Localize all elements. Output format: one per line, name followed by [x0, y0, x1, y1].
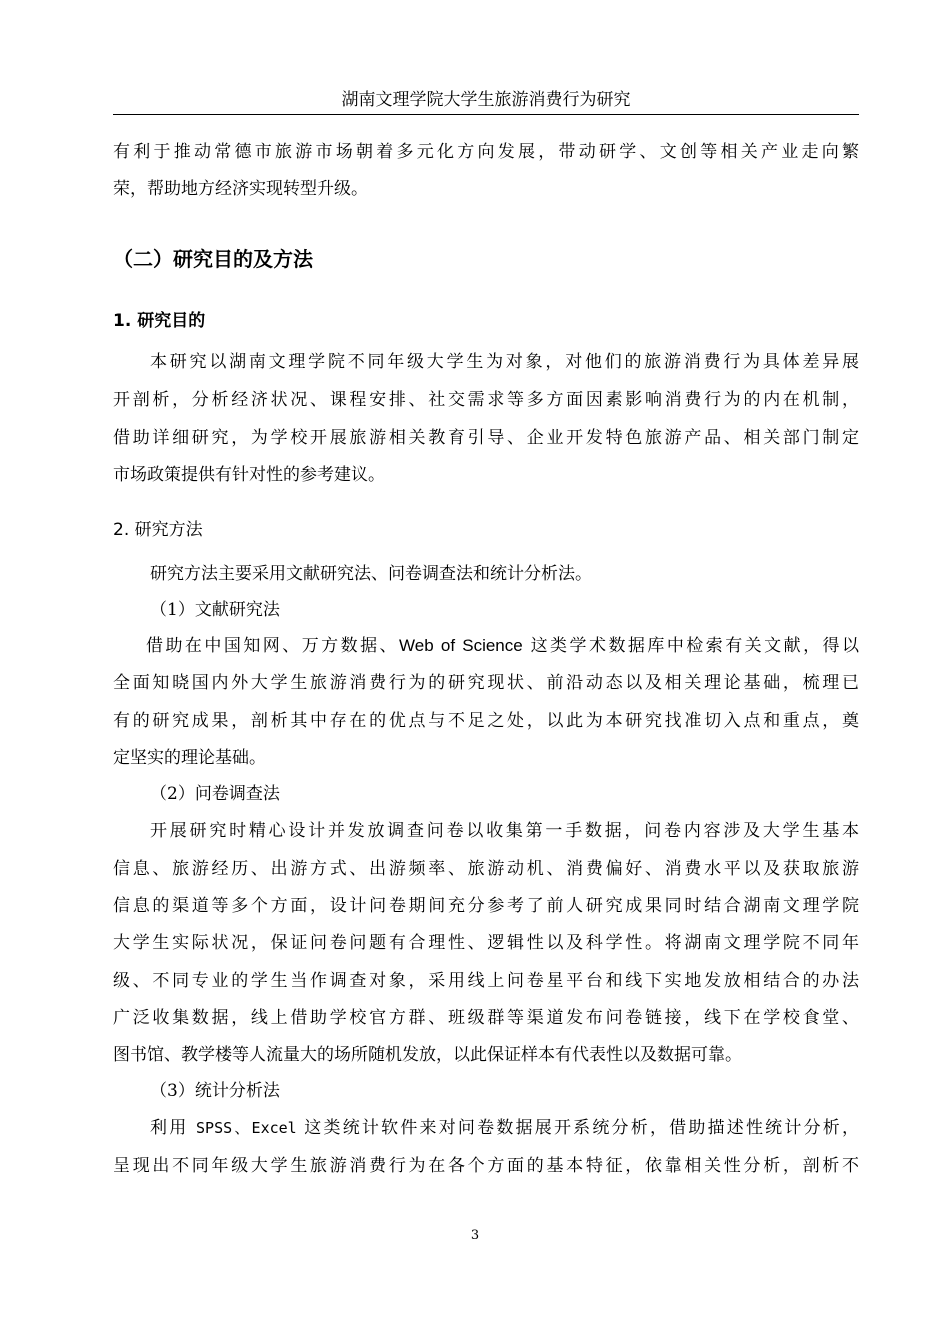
methods-intro: 研究方法主要采用文献研究法、问卷调查法和统计分析法。 — [150, 564, 592, 584]
running-header: 湖南文理学院大学生旅游消费行为研究 — [341, 90, 631, 110]
purpose-heading: 1. 研究目的 — [113, 311, 206, 331]
method-2-title: （2）问卷调查法 — [150, 784, 280, 804]
purpose-line-4: 市场政策提供有针对性的参考建议。 — [113, 465, 385, 485]
page-number: 3 — [470, 1228, 480, 1243]
intro-line-1: 有利于推动常德市旅游市场朝着多元化方向发展，带动研学、文创等相关产业走向繁 — [113, 142, 859, 162]
intro-line-2: 荣，帮助地方经济实现转型升级。 — [113, 179, 368, 199]
method-3-line-1: 利用 SPSS、Excel 这类统计软件来对问卷数据展开系统分析，借助描述性统计分析， — [150, 1118, 859, 1138]
method-1-line-4: 定坚实的理论基础。 — [113, 748, 266, 768]
method-1-title: （1）文献研究法 — [150, 600, 280, 620]
purpose-line-3: 借助详细研究，为学校开展旅游相关教育引导、企业开发特色旅游产品、相关部门制定 — [113, 428, 859, 448]
purpose-line-2: 开剖析，分析经济状况、课程安排、社交需求等多方面因素影响消费行为的内在机制， — [113, 390, 859, 410]
method-1-line-2: 全面知晓国内外大学生旅游消费行为的研究现状、前沿动态以及相关理论基础，梳理已 — [113, 673, 859, 693]
method-2-line-2: 信息、旅游经历、出游方式、出游频率、旅游动机、消费偏好、消费水平以及获取旅游 — [113, 859, 859, 879]
method-3-title: （3）统计分析法 — [150, 1081, 280, 1101]
method-2-line-7: 图书馆、教学楼等人流量大的场所随机发放，以此保证样本有代表性以及数据可靠。 — [113, 1045, 742, 1065]
section-title: （二）研究目的及方法 — [113, 247, 313, 271]
method-1-line-1: 借助在中国知网、万方数据、Web of Science 这类学术数据库中检索有关文献，得以 — [146, 636, 859, 656]
method-2-line-5: 级、不同专业的学生当作调查对象，采用线上问卷星平台和线下实地发放相结合的办法 — [113, 971, 859, 991]
method-2-line-6: 广泛收集数据，线上借助学校官方群、班级群等渠道发布问卷链接，线下在学校食堂、 — [113, 1008, 859, 1028]
header-rule — [113, 114, 859, 115]
method-2-line-1: 开展研究时精心设计并发放调查问卷以收集第一手数据，问卷内容涉及大学生基本 — [150, 821, 859, 841]
methods-heading: 2. 研究方法 — [113, 520, 203, 540]
method-2-line-4: 大学生实际状况，保证问卷问题有合理性、逻辑性以及科学性。将湖南文理学院不同年 — [113, 933, 859, 953]
method-3-line-2: 呈现出不同年级大学生旅游消费行为在各个方面的基本特征，依靠相关性分析，剖析不 — [113, 1156, 859, 1176]
method-2-line-3: 信息的渠道等多个方面，设计问卷期间充分参考了前人研究成果同时结合湖南文理学院 — [113, 896, 859, 916]
purpose-line-1: 本研究以湖南文理学院不同年级大学生为对象，对他们的旅游消费行为具体差异展 — [150, 352, 859, 372]
method-1-line-3: 有的研究成果，剖析其中存在的优点与不足之处，以此为本研究找准切入点和重点，奠 — [113, 711, 859, 731]
